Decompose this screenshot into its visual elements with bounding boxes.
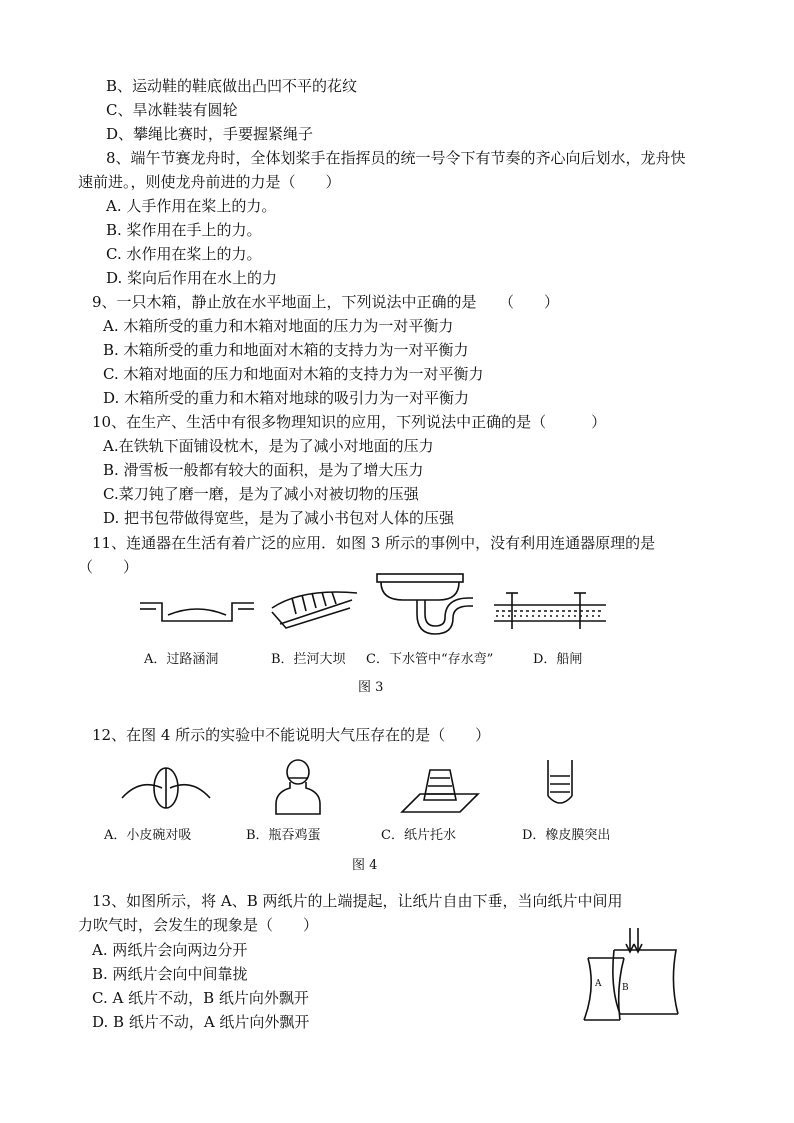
- q7-option-d: D、攀绳比赛时，手要握紧绳子: [106, 125, 314, 143]
- q9-option-c: C. 木箱对地面的压力和地面对木箱的支持力为一对平衡力: [103, 365, 484, 383]
- q11-stem-line2: （ ）: [78, 558, 139, 576]
- figure4-paper-holds-water-drawing: [396, 766, 484, 816]
- q13-figure-label-a: A: [595, 979, 602, 989]
- q13-option-d: D. B 纸片不动，A 纸片向外飘开: [92, 1013, 310, 1031]
- figure3-caption-c: C．下水管中“存水弯”: [366, 652, 494, 667]
- q8-stem-line1: 8、端午节赛龙舟时，全体划桨手在指挥员的统一号令下有节奏的齐心向后划水，龙舟快: [106, 149, 686, 167]
- q13-option-c: C. A 纸片不动，B 纸片向外飘开: [92, 989, 309, 1007]
- figure3-caption-b: B．拦河大坝: [271, 652, 346, 667]
- q7-option-b: B、运动鞋的鞋底做出凸凹不平的花纹: [106, 77, 358, 95]
- q13-option-a: A. 两纸片会向两边分开: [92, 941, 248, 959]
- figure4-bottle-egg-drawing: [270, 756, 326, 818]
- q9-option-a: A. 木箱所受的重力和木箱对地面的压力为一对平衡力: [103, 317, 454, 335]
- figure3-caption-a: A．过路涵洞: [144, 652, 219, 667]
- q8-option-a: A. 人手作用在桨上的力。: [106, 197, 277, 215]
- q10-option-a: A.在铁轨下面铺设枕木，是为了减小对地面的压力: [103, 437, 434, 455]
- figure4-caption-c: C．纸片托水: [381, 828, 456, 843]
- q7-option-c: C、旱冰鞋装有圆轮: [106, 101, 238, 119]
- q13-stem-line2: 力吹气时，会发生的现象是（ ）: [78, 916, 319, 934]
- q9-option-d: D. 木箱所受的重力和木箱对地球的吸引力为一对平衡力: [103, 389, 470, 407]
- figure3-drain-trap-drawing: [373, 570, 493, 638]
- q8-option-c: C. 水作用在桨上的力。: [106, 245, 262, 263]
- q9-option-b: B. 木箱所受的重力和地面对木箱的支持力为一对平衡力: [103, 341, 469, 359]
- figure3-culvert-drawing: [136, 593, 258, 633]
- q9-stem: 9、一只木箱，静止放在水平地面上，下列说法中正确的是 （ ）: [92, 293, 560, 311]
- q8-option-b: B. 桨作用在手上的力。: [106, 221, 262, 239]
- figure4-caption-d: D．橡皮膜突出: [522, 828, 611, 843]
- figure4-label: 图 4: [352, 858, 378, 873]
- q12-stem: 12、在图 4 所示的实验中不能说明大气压存在的是（ ）: [92, 726, 491, 744]
- figure3-caption-d: D．船闸: [533, 652, 583, 667]
- figure3-label: 图 3: [358, 680, 384, 695]
- q10-stem: 10、在生产、生活中有很多物理知识的应用，下列说法中正确的是（ ）: [92, 413, 607, 431]
- q11-stem-line1: 11、连通器在生活有着广泛的应用．如图 3 所示的事例中，没有利用连通器原理的是: [92, 534, 656, 552]
- q10-option-c: C.菜刀钝了磨一磨，是为了减小对被切物的压强: [103, 485, 419, 503]
- q8-option-d: D. 桨向后作用在水上的力: [106, 269, 278, 287]
- q13-stem-line1: 13、如图所示，将 A、B 两纸片的上端提起，让纸片自由下垂，当向纸片中间用: [92, 892, 623, 910]
- figure4-suction-cups-drawing: [118, 764, 214, 814]
- q13-option-b: B. 两纸片会向中间靠拢: [92, 965, 248, 983]
- q13-figure-label-b: B: [622, 983, 629, 993]
- figure4-caption-a: A．小皮碗对吸: [104, 828, 192, 843]
- figure4-rubber-membrane-drawing: [540, 756, 580, 812]
- figure3-dam-drawing: [262, 578, 362, 638]
- q10-option-d: D. 把书包带做得宽些，是为了减小书包对人体的压强: [103, 509, 455, 527]
- q8-stem-line2: 速前进。，则使龙舟前进的力是（ ）: [78, 173, 341, 191]
- q10-option-b: B. 滑雪板一般都有较大的面积，是为了增大压力: [103, 461, 424, 479]
- figure3-ship-lock-drawing: [492, 585, 610, 635]
- figure4-caption-b: B．瓶吞鸡蛋: [246, 828, 321, 843]
